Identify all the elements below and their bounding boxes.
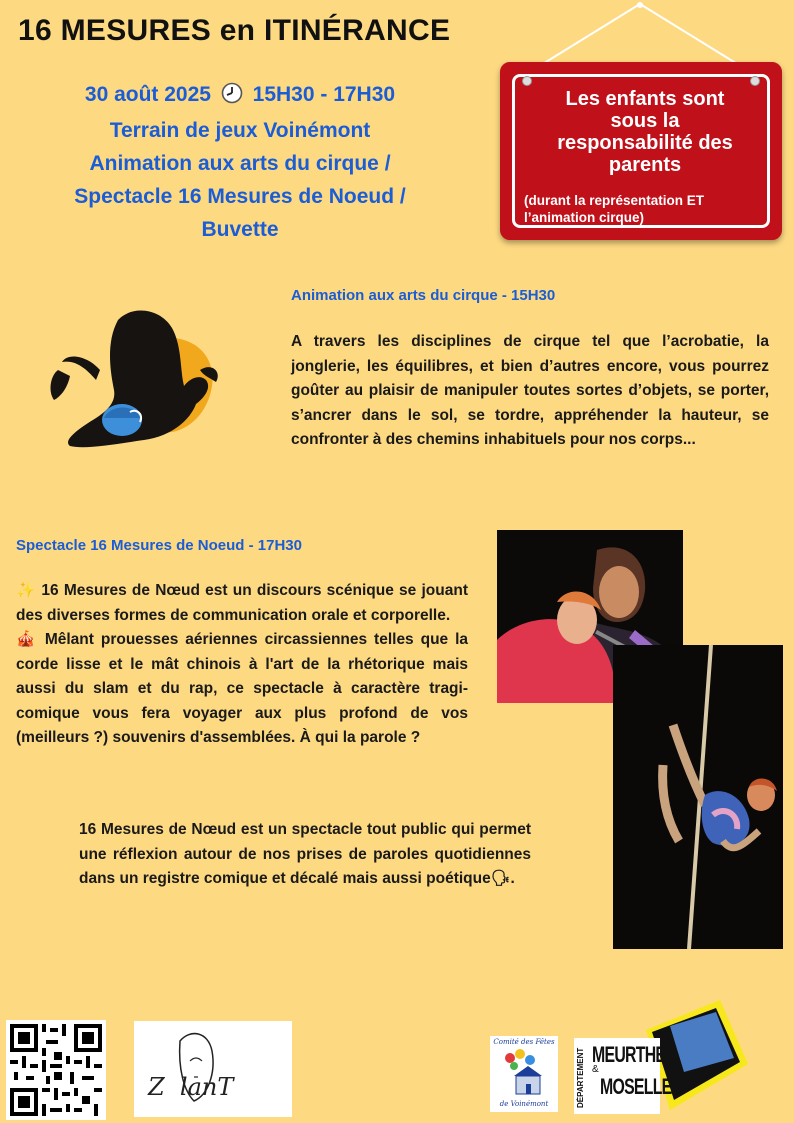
spectacle-para-1: 16 Mesures de Nœud est un discours scénique se jouant des diverses formes de communication orale et corporelle. [16,582,468,624]
event-place: Terrain de jeux Voinémont [109,119,371,142]
dept-line-2: MOSELLE [600,1074,672,1099]
parent-responsibility-sign [500,62,782,240]
acrobat-illustration [40,300,230,460]
sign-line-3: responsabilité des [557,132,733,154]
comite-des-fetes-logo [490,1036,558,1112]
comite-bottom-text: de Voinémont [499,1100,549,1108]
sign-sub-text [524,192,768,226]
clock-icon [221,81,243,114]
meurthe-moselle-logo [570,1000,794,1123]
event-program-3: Buvette [201,218,279,241]
dept-line-1: MEURTHE [592,1042,666,1067]
spectacle-heading: Spectacle 16 Mesures de Noeud - 17H30 [16,537,302,554]
spectacle-conclusion: 16 Mesures de Nœud est un spectacle tout public qui permet une réflexion autour de nos prises de paroles quotidiennes dans un registre comique et décalé mais aussi poétique🗣. [79,821,531,887]
cirque-heading: Animation aux arts du cirque - 15H30 [291,287,556,304]
circus-tent-icon: 🎪 [16,631,38,648]
event-program-1: Animation aux arts du cirque / [89,152,391,175]
sign-sub-line-2: l’animation cirque) [524,210,645,225]
speaking-head-icon: 🗣 [490,870,511,887]
spectacle-intro [16,579,468,751]
zolant-wordmark: Z lanT [148,1073,234,1101]
sign-line-4: parents [608,154,682,176]
sign-line-1: Les enfants sont [565,88,725,110]
sign-line-2: sous la [610,110,680,132]
dept-ampersand: & [592,1064,599,1075]
sign-sub-line-1: (durant la représentation ET [524,193,705,208]
cirque-description: A travers les disciplines de cirque tel que l’acrobatie, la jonglerie, les équilibres, et bien d’autres encore, vous pourrez goûter au plaisir de manipuler toutes sortes d’objets, se porter, s’ancrer dans le sol, se tordre, appréhender la hauteur, se confronter à des chemins inhabituels pour nos corps... [291,333,769,448]
event-time: 15H30 - 17H30 [252,83,396,106]
event-info [20,78,460,246]
event-program-2: Spectacle 16 Mesures de Noeud / [74,185,406,208]
nail-left-icon [522,76,532,86]
sparkle-icon: ✨ [16,582,37,599]
event-date-time [20,78,460,114]
rope-acrobat-photo [613,645,783,949]
dept-label: DÉPARTEMENT [576,1047,585,1109]
event-date: 30 août 2025 [84,83,211,106]
comite-top-text: Comité des Fêtes [493,1038,555,1046]
zolant-logo [134,1021,292,1117]
nail-right-icon [750,76,760,86]
qr-code[interactable] [6,1020,106,1120]
sign-main-text [518,88,772,176]
spectacle-para-3: 16 Mesures de Nœud est un spectacle tout public qui permet une réflexion autour de nos prises de paroles quotidiennes dans un registre comique et décalé mais aussi poétique [79,821,531,887]
spectacle-para-2: Mêlant prouesses aériennes circassiennes telles que la corde lisse et le mât chinois à l'art de la rhétorique mais aussi du slam et du rap, ce spectacle à caractère tragi-comique vous fera voyager aux plus profond de vos (meilleurs ?) souvenirs d'assemblées. À qui la parole ? [16,631,468,746]
page-title: 16 MESURES en ITINÉRANCE [18,14,451,47]
